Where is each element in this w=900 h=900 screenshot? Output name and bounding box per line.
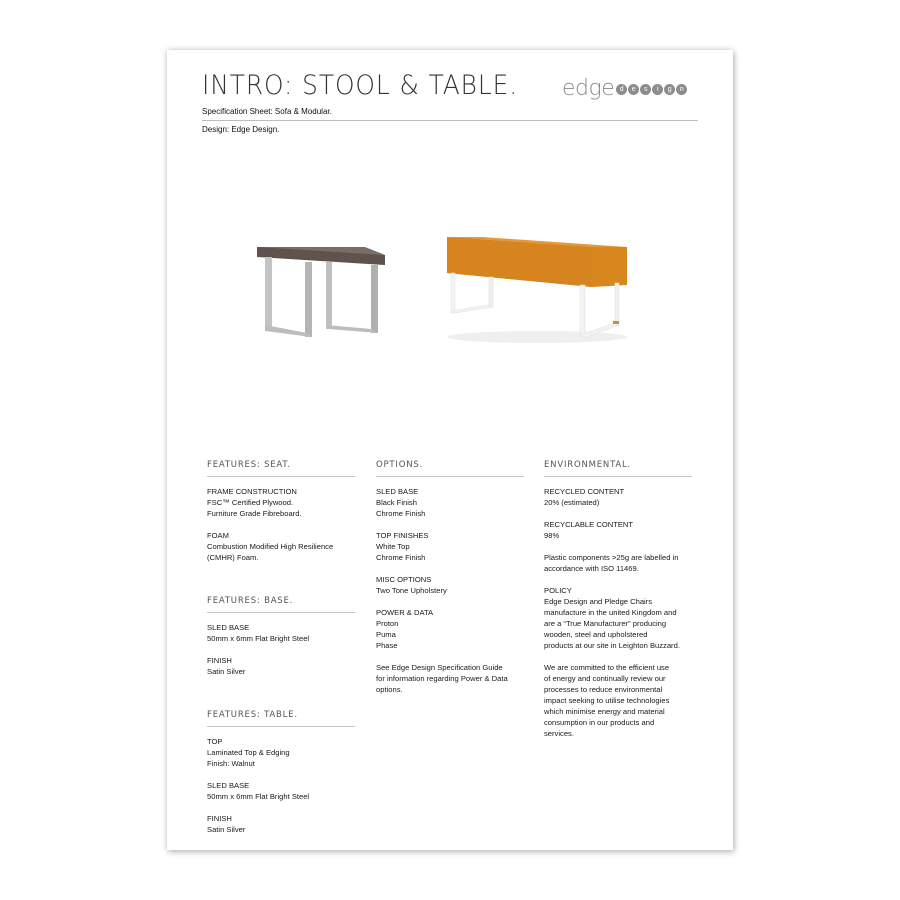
note-line: for information regarding Power & Data — [376, 674, 508, 683]
commitment-block — [544, 662, 694, 739]
note-line: accordance with ISO 11469. — [544, 564, 639, 573]
spec-value: Furniture Grade Fibreboard. — [207, 509, 302, 518]
environmental-column — [544, 460, 694, 750]
spec-value: Two Tone Upholstery — [376, 586, 447, 595]
policy-line: wooden, steel and upholstered — [544, 630, 648, 639]
section-heading: FEATURES: TABLE. — [207, 710, 355, 727]
spec-label: TOP FINISHES — [376, 531, 429, 540]
spec-value: Chrome Finish — [376, 509, 426, 518]
spec-block — [207, 486, 357, 519]
spec-value: FSC™ Certified Plywood. — [207, 498, 294, 507]
policy-line: are a “True Manufacturer” producing — [544, 619, 667, 628]
spec-block — [207, 736, 357, 769]
section-heading: ENVIRONMENTAL. — [544, 460, 692, 477]
spec-value: White Top — [376, 542, 410, 551]
section-heading: OPTIONS. — [376, 460, 524, 477]
spec-note — [376, 662, 526, 695]
policy-block — [544, 585, 694, 651]
page-title: INTRO: STOOL & TABLE. — [202, 70, 519, 101]
note-line: See Edge Design Specification Guide — [376, 663, 503, 672]
spec-value: Laminated Top & Edging — [207, 748, 290, 757]
spec-label: POWER & DATA — [376, 608, 434, 617]
design-credit: Design: Edge Design. — [202, 125, 280, 134]
spec-note — [544, 552, 694, 574]
spec-value: 50mm x 6mm Flat Bright Steel — [207, 634, 310, 643]
features-table-section — [207, 710, 357, 835]
options-column — [376, 460, 526, 706]
spec-value: (CMHR) Foam. — [207, 553, 259, 562]
note-line: options. — [376, 685, 403, 694]
product-image — [237, 225, 637, 355]
spec-value: Proton — [376, 619, 399, 628]
spec-value: Puma — [376, 630, 396, 639]
spec-value: Satin Silver — [207, 825, 246, 834]
section-heading: FEATURES: SEAT. — [207, 460, 355, 477]
spec-block — [207, 655, 357, 677]
spec-value: Satin Silver — [207, 667, 246, 676]
spec-label: TOP — [207, 737, 223, 746]
spec-label: FINISH — [207, 814, 232, 823]
spec-value: Phase — [376, 641, 398, 650]
spec-label: SLED BASE — [207, 781, 250, 790]
spec-block — [207, 622, 357, 644]
spec-label: RECYCLABLE CONTENT — [544, 520, 634, 529]
features-column — [207, 460, 357, 846]
spec-block — [207, 813, 357, 835]
features-base-section — [207, 596, 357, 677]
table-illustration — [257, 247, 385, 337]
edge-design-logo — [562, 78, 687, 100]
spec-block — [376, 530, 526, 563]
spec-block — [544, 486, 694, 508]
logo-letter: e — [628, 84, 639, 95]
spec-sheet-page — [167, 50, 733, 850]
commitment-line: services. — [544, 729, 574, 738]
commitment-line: of energy and continually review our — [544, 674, 666, 683]
spec-block — [376, 574, 526, 596]
spec-block — [207, 780, 357, 802]
header-divider — [202, 120, 698, 121]
spec-block — [376, 486, 526, 519]
logo-letter: n — [676, 84, 687, 95]
policy-line: products at our site in Leighton Buzzard. — [544, 641, 680, 650]
spec-value: Chrome Finish — [376, 553, 426, 562]
commitment-line: processes to reduce environmental — [544, 685, 663, 694]
spec-value: 20% (estimated) — [544, 498, 600, 507]
commitment-line: impact seeking to utilise technologies — [544, 696, 670, 705]
spec-label: MISC OPTIONS — [376, 575, 432, 584]
spec-label: POLICY — [544, 586, 572, 595]
spec-block — [207, 530, 357, 563]
stool-illustration — [447, 237, 627, 343]
commitment-line: We are committed to the efficient use — [544, 663, 670, 672]
policy-line: manufacture in the united Kingdom and — [544, 608, 677, 617]
spec-value: Combustion Modified High Resilience — [207, 542, 334, 551]
logo-letter: d — [616, 84, 627, 95]
policy-line: Edge Design and Pledge Chairs — [544, 597, 653, 606]
spec-value: Finish: Walnut — [207, 759, 255, 768]
spec-value: 50mm x 6mm Flat Bright Steel — [207, 792, 310, 801]
spec-block — [544, 519, 694, 541]
commitment-line: which minimise energy and material — [544, 707, 665, 716]
commitment-line: consumption in our products and — [544, 718, 655, 727]
spec-label: RECYCLED CONTENT — [544, 487, 625, 496]
spec-label: SLED BASE — [207, 623, 250, 632]
note-line: Plastic components >25g are labelled in — [544, 553, 679, 562]
spec-label: FRAME CONSTRUCTION — [207, 487, 297, 496]
logo-letter: s — [640, 84, 651, 95]
spec-label: FOAM — [207, 531, 229, 540]
spec-value: Black Finish — [376, 498, 417, 507]
logo-letter: i — [652, 84, 663, 95]
spec-block — [376, 607, 526, 651]
logo-letter: g — [664, 84, 675, 95]
page-subtitle: Specification Sheet: Sofa & Modular. — [202, 107, 332, 116]
logo-word: edge — [562, 76, 615, 101]
spec-value: 98% — [544, 531, 560, 540]
section-heading: FEATURES: BASE. — [207, 596, 355, 613]
spec-label: FINISH — [207, 656, 232, 665]
features-seat-section — [207, 460, 357, 563]
spec-label: SLED BASE — [376, 487, 419, 496]
